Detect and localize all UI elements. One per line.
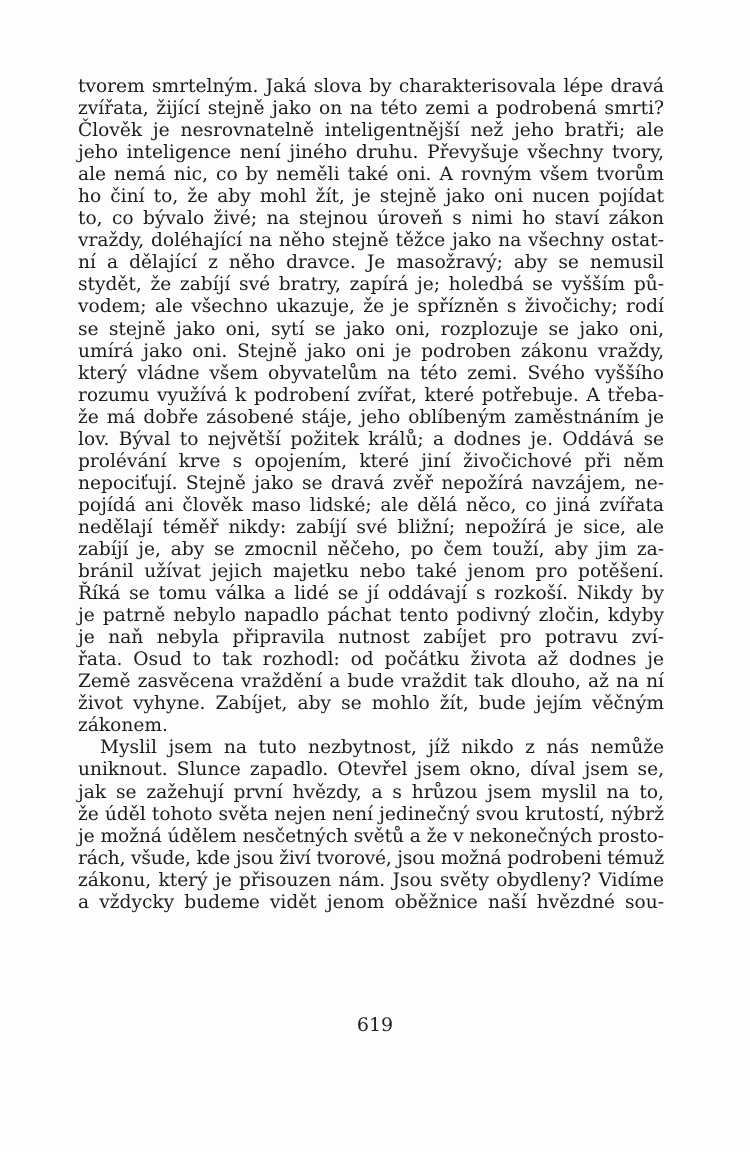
text-line: pojídá ani člověk maso lidské; ale dělá něco, co jiná zvířata <box>78 494 664 516</box>
text-line: ní a dělající z něho dravce. Je masožravý; aby se nemusil <box>78 252 664 274</box>
text-line: zvířata, žijící stejně jako on na této zemi a podrobená smrti? <box>78 98 664 120</box>
text-line: Člověk je nesrovnatelně inteligentnější než jeho bratři; ale <box>78 120 664 142</box>
text-line: tvorem smrtelným. Jaká slova by charakterisovala lépe dravá <box>78 76 664 97</box>
text-line: to, co bývalo živé; na stejnou úroveň s nimi ho staví zákon <box>78 208 664 230</box>
text-line: stydět, že zabíjí své bratry, zapírá je; holedbá se vyšším pů- <box>78 274 664 296</box>
text-line: je možná údělem nesčetných světů a že v nekonečných prosto- <box>78 825 664 847</box>
text-line: a vždycky budeme vidět jenom oběžnice naší hvězdné sou- <box>78 891 664 913</box>
text-line: život vyhyne. Zabíjet, aby se mohlo žít, bude jejím věčným <box>78 693 664 715</box>
text-line: vodem; ale všechno ukazuje, že je spřízněn s živočichy; rodí <box>78 296 664 318</box>
text-line: bránil užívat jejich majetku nebo také jenom pro potěšení. <box>78 561 664 583</box>
paragraph-1 <box>78 76 664 737</box>
page-number: 619 <box>356 1014 394 1036</box>
text-line: uniknout. Slunce zapadlo. Otevřel jsem okno, díval jsem se, <box>78 759 664 781</box>
text-line: umírá jako oni. Stejně jako oni je podroben zákonu vraždy, <box>78 340 664 362</box>
paragraph-2 <box>78 737 664 913</box>
text-line: nepociťují. Stejně jako se dravá zvěř nepožírá navzájem, ne- <box>78 472 664 494</box>
text-line: že úděl tohoto světa nejen není jedinečný svou krutostí, nýbrž <box>78 803 664 825</box>
text-line: rách, všude, kde jsou živí tvorové, jsou možná podrobeni témuž <box>78 847 664 869</box>
text-line: Říká se tomu válka a lidé se jí oddávají s rozkoší. Nikdy by <box>78 583 664 605</box>
text-line: řata. Osud to tak rozhodl: od počátku života až dodnes je <box>78 649 664 671</box>
text-line: ho činí to, že aby mohl žít, je stejně jako oni nucen pojídat <box>78 186 664 208</box>
text-line: zabíjí je, aby se zmocnil něčeho, po čem touží, aby jim za- <box>78 538 664 560</box>
text-line: lov. Býval to největší požitek králů; a dodnes je. Oddává se <box>78 428 664 450</box>
body-text <box>78 76 664 914</box>
text-line: který vládne všem obyvatelům na této zemi. Svého vyššího <box>78 362 664 384</box>
text-line: jeho inteligence není jiného druhu. Převyšuje všechny tvory, <box>78 142 664 164</box>
text-line: že má dobře zásobené stáje, jeho oblíbeným zaměstnáním je <box>78 406 664 428</box>
text-line: nedělají téměř nikdy: zabíjí své bližní; nepožírá je sice, ale <box>78 516 664 538</box>
text-line: zákonem. <box>78 715 168 737</box>
text-line: se stejně jako oni, sytí se jako oni, rozplozuje se jako oni, <box>78 318 664 340</box>
text-line: ale nemá nic, co by neměli také oni. A rovným všem tvorům <box>78 164 664 186</box>
text-line: prolévání krve s opojením, které jiní živočichové při něm <box>78 450 664 472</box>
text-line: vraždy, doléhající na něho stejně těžce jako na všechny ostat- <box>78 230 664 252</box>
text-line: jak se zažehují první hvězdy, a s hrůzou jsem myslil na to, <box>78 781 664 803</box>
text-line: zákonu, který je přisouzen nám. Jsou světy obydleny? Vidíme <box>78 869 664 891</box>
text-line: Myslil jsem na tuto nezbytnost, jíž nikdo z nás nemůže <box>100 737 664 759</box>
text-line: Země zasvěcena vraždění a bude vraždit tak dlouho, až na ní <box>78 671 664 693</box>
text-line: je naň nebyla připravila nutnost zabíjet pro potravu zví- <box>78 627 664 649</box>
text-line: je patrně nebylo napadlo páchat tento podivný zločin, kdyby <box>78 605 664 627</box>
text-line: rozumu využívá k podrobení zvířat, které potřebuje. A třeba- <box>78 384 664 406</box>
